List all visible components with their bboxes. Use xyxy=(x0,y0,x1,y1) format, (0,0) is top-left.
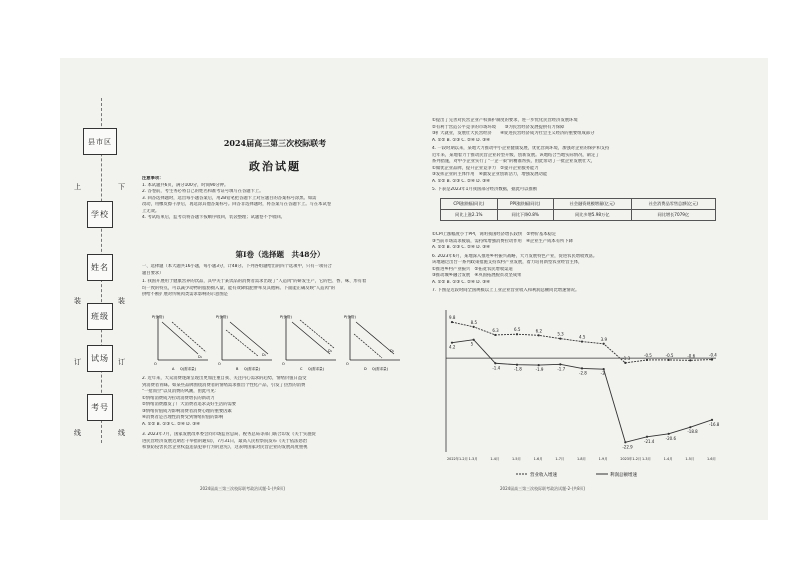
question-text: 近年来，某地着力于推动民营企业转型升级、创新发展。该地结合当地实际情况，制定了 xyxy=(432,152,600,158)
data-point xyxy=(451,321,453,323)
table-cell: 同比增长7079亿 xyxy=(631,210,715,221)
binding-label: 装 xyxy=(118,297,125,305)
data-label: -3 xyxy=(600,371,605,377)
axis-label: P(价格) xyxy=(280,315,292,319)
graph-caption: B xyxy=(236,367,239,371)
curve-label: D₁ xyxy=(262,353,267,357)
question-text: 供给不断扩展对传统肉类需求影响的示意图是 xyxy=(142,292,228,297)
x-tick-label: 1-3月 xyxy=(468,457,478,461)
data-label: -2.8 xyxy=(579,370,587,376)
data-point xyxy=(646,359,648,361)
section-intro: 一、选择题（本大题共16小题，每小题3分，计48分。下列各组题给出的四个选项中，只有一项符合 xyxy=(142,264,332,269)
data-label: 3.9 xyxy=(600,336,608,342)
data-label: 6.3 xyxy=(492,327,499,333)
x-tick-label: 1-5月 xyxy=(512,457,521,461)
data-label: -1.7 xyxy=(557,366,566,372)
data-point xyxy=(624,362,626,364)
question-text: 均一致的特点，可以减少动物的脂肪摄入量，能有效降低肥胖率及其他病。下面能正确反映"人造肉"的 xyxy=(142,285,336,291)
graph-caption: D xyxy=(364,367,367,371)
section-intro: 题目要求） xyxy=(142,270,164,276)
binding-label: 上 xyxy=(74,183,81,191)
question-text: 7. 下图是近段时间全国规模以上工业企业营业收入和利润总额同比增速情况。 xyxy=(432,288,580,293)
question-text: 该地通过出台一系列政策措施支持农村产业发展，着力培育新型农业经营主体， xyxy=(432,260,583,265)
x-tick-label: 1-7月 xyxy=(555,457,565,461)
question-option: ②情绪消费激发了广大消费者追求美好生活的需要 xyxy=(142,402,237,407)
data-point xyxy=(581,340,583,342)
x-tick-label: 2022年1-2月 xyxy=(447,457,468,461)
data-point xyxy=(559,363,561,365)
page-footer-right: 2024届高三第三次校际联考政治试题-2-(共8页) xyxy=(500,486,586,491)
data-point xyxy=(494,362,496,364)
data-point xyxy=(473,339,475,341)
axis-label: Q(需求量) xyxy=(308,367,324,371)
q5-data-table xyxy=(440,198,716,221)
page-footer-left: 2024届高三第三次校际联考政治试题-1-(共8页) xyxy=(200,486,286,491)
data-label: 6.5 xyxy=(514,327,521,333)
question-text: 1. 我国开展用于健康营养的饮品，其中关于某饮品的消费者需求出现了"人造肉"的研发生产，它的色、香、味、形有着 xyxy=(142,279,367,284)
origin-label: O xyxy=(346,362,349,366)
binding-label: 线 xyxy=(118,429,125,437)
data-label: -1.9 xyxy=(535,367,544,373)
legend-label: 利润总额增速 xyxy=(610,473,637,478)
data-point xyxy=(581,367,583,369)
x-tick-label: 1-5月 xyxy=(685,457,695,461)
origin-label: O xyxy=(282,362,285,366)
data-point xyxy=(516,364,518,366)
axis-label: P(价格) xyxy=(152,315,164,319)
data-label: -22.9 xyxy=(622,444,633,450)
answer-choices: A. ①② B. ①③ C. ②④ D. ③④ xyxy=(432,279,490,285)
x-tick-labels xyxy=(447,456,716,461)
data-point xyxy=(494,334,496,336)
data-point xyxy=(646,436,648,438)
name-field: 姓名 xyxy=(87,254,113,281)
chart-marks xyxy=(449,315,720,449)
data-label: -1.8 xyxy=(514,366,522,372)
section-title: 第Ⅰ卷（选择题 共48分） xyxy=(235,250,325,259)
class-field: 班级 xyxy=(87,303,113,330)
question-text: 和预防侵害民营企业权益违法犯罪行为的意见》，这表明国家对民营企业的发展高度重视 xyxy=(142,445,308,450)
data-point xyxy=(538,334,540,336)
answer-choices: A. ①② B. ①③ C. ②④ D. ③④ xyxy=(432,137,490,143)
graph-caption: A xyxy=(172,367,175,371)
legend-label: 营业收入增速 xyxy=(530,473,557,478)
question-text: 3. 2023年7月，国家发展改革委会同市场监管总局、税务总局等部门联合印发《关于实施促 xyxy=(142,432,316,437)
data-point xyxy=(603,343,605,345)
exam-title: 2024届高三第三次校际联考 xyxy=(223,138,327,148)
curve-label: D₂ xyxy=(328,349,333,353)
data-point xyxy=(668,433,670,435)
x-tick-label: 1-4月 xyxy=(490,457,500,461)
x-tick-label: 1-6月 xyxy=(707,457,716,461)
question-text: 5. 下表是2023年1月我国部分经济数据，据此可以推断 xyxy=(432,187,538,192)
data-label: -21.4 xyxy=(644,438,655,444)
binding-label: 下 xyxy=(118,183,125,191)
legend xyxy=(516,471,637,478)
notice-item: 上无效。 xyxy=(142,208,160,214)
question-option: ①做优企业品牌，提升企业竞争力 ②提升企业服务能力 xyxy=(432,165,539,171)
data-label: 4.5 xyxy=(579,334,586,340)
right-column-text-2 xyxy=(432,232,722,295)
data-point xyxy=(668,359,670,361)
q1-graphs xyxy=(150,312,410,372)
exam-room-field: 试场 xyxy=(87,345,113,372)
question-text: 进民营经济发展近期若干举措的通知》，7月31日，最高人民检察院发布《关于依法惩治 xyxy=(142,438,308,444)
binding-label: 订 xyxy=(118,358,125,366)
data-label: -1.4 xyxy=(492,365,501,371)
graph-d xyxy=(350,316,400,360)
right-column-text xyxy=(432,118,722,194)
question-option: ①CPI上涨幅度小于PPI，说明我国经济增长较快 ②物价基本稳定 xyxy=(432,232,557,237)
data-label: 4.2 xyxy=(449,344,456,350)
data-label: 5 xyxy=(470,341,474,347)
data-label: 8.5 xyxy=(470,319,478,325)
question-option: ③情绪价值成为影响消费者消费心理的重要因素 xyxy=(142,408,232,414)
origin-label: O xyxy=(154,362,157,366)
school-field: 学校 xyxy=(87,201,113,228)
question-option: ④消费者是否理性消费受到情绪价值的影响 xyxy=(142,415,224,420)
question-3-block xyxy=(142,432,424,452)
x-tick-label: 1-9月 xyxy=(598,457,608,461)
table-header: PPI涨跌幅(同比) xyxy=(497,199,553,210)
table-cell: 同比上涨2.1% xyxy=(441,210,498,221)
question-text: 4. 一段时期以来，某地大力推动中小企业健康发展，优化营商环境，加强对企业的保护和支持 xyxy=(432,146,610,151)
notice-item: 改动，用橡皮擦干净后，再选涂其他答案标号。回答非选择题时，将答案写在答题卡上。写在本试卷 xyxy=(142,202,332,207)
curve-label: D₁ xyxy=(198,355,203,359)
question-text: 系列措施，对中小企业实行了"一企一策"的精准帮扶，由此带动了一批企业发展壮大， xyxy=(432,159,595,164)
table-header: 社会融资规模增量(亿元) xyxy=(553,199,631,210)
notice-item: 4. 考试结束后，监考员将答题卡按顺序收回，装袋整理；试题卷不予收回。 xyxy=(142,215,285,220)
data-point xyxy=(624,441,626,443)
binding-label: 订 xyxy=(74,358,81,366)
axis-label: P(价格) xyxy=(344,315,356,319)
binding-strip xyxy=(70,98,128,443)
table-header: 社会消费品零售总额(亿元) xyxy=(631,199,715,210)
data-label: -0.5 xyxy=(665,352,674,358)
question-text: 到消费者青睐。如某些品牌围绕消费者的情绪需求推出个性化产品，引发了热烈的消费 xyxy=(142,382,306,388)
question-2-block xyxy=(142,376,424,428)
x-tick-label: 1-8月 xyxy=(577,457,586,461)
data-label: -0.5 xyxy=(644,352,652,358)
data-point xyxy=(603,368,605,370)
data-label: -18.8 xyxy=(687,429,698,435)
answer-choices: A. ①② B. ①③ C. ②④ D. ③④ xyxy=(432,245,490,250)
axis-label: Q(需求量) xyxy=(180,367,196,371)
data-label: -1.3 xyxy=(622,355,631,361)
graph-c xyxy=(286,316,336,360)
question-option: ③推动城乡融合发展 ④巩固拓展脱贫攻坚成果 xyxy=(432,273,522,278)
notice-item: 2. 答卷前，考生务必将自己的姓名和准考证号填写在答题卡上。 xyxy=(142,189,264,194)
notice-item: 3. 回答选择题时，选出每小题答案后，用2B铅笔把答题卡上对应题目的答案标号涂黑。如需 xyxy=(142,195,317,201)
graph-a xyxy=(158,316,208,360)
x-tick-label: 2023年1-2月 xyxy=(620,457,642,461)
curve-label: D₂ xyxy=(390,349,395,353)
data-point xyxy=(689,426,691,428)
binding-label: 装 xyxy=(74,297,81,305)
axis-label: P(价格) xyxy=(216,315,228,319)
x-tick-label: 1-6月 xyxy=(533,457,543,461)
graph-caption: C xyxy=(300,367,303,371)
notice-item: 1. 本试题共6页，满分100分，时间90分钟。 xyxy=(142,182,229,188)
question-option: ③发挥企业的主体作用 ④激发企业创新活力，增强发展动能 xyxy=(432,172,548,177)
question-option: ②有利于营造公平竞争的市场环境 ③为民营经济发展提供有力保障 xyxy=(432,124,565,130)
question-text: 6. 2023年6月，某地深入推进乡村振兴战略，大力发展特色产业，促进农民增收致富。 xyxy=(432,253,598,259)
data-label: -16.8 xyxy=(709,421,720,427)
axis-label: Q(需求量) xyxy=(372,367,388,371)
data-label: 5.3 xyxy=(557,331,564,337)
data-point xyxy=(711,358,713,360)
question-text: 2. 近年来，大众消费逐渐呈现出更加注重自我、关注内心需求的趋势，情绪价值日益受 xyxy=(142,376,307,381)
q7-line-chart xyxy=(436,302,724,482)
table-cell: 同比多增5.98万亿 xyxy=(553,210,631,221)
notice-heading: 注意事项： xyxy=(142,176,164,181)
table-cell: 同比下降0.8% xyxy=(497,210,553,221)
binding-label: 线 xyxy=(74,429,81,437)
answer-choices: A. ①② B. ①③ C. ②④ D. ③④ xyxy=(432,178,490,184)
x-tick-label: 1-3月 xyxy=(642,457,651,461)
subject-title: 政治试题 xyxy=(249,160,301,173)
data-point xyxy=(473,326,475,328)
data-label: 6.2 xyxy=(535,328,543,334)
question-option: ③当前市场需求疲弱，需持续增强消费拉动作用 ④企业生产成本有所下降 xyxy=(432,238,573,244)
x-tick-label: 1-4月 xyxy=(663,457,673,461)
origin-label: O xyxy=(218,362,221,366)
question-option: ①提出了完善对民营企业产权保护制度的要求，进一步优化民营经济发展环境 xyxy=(432,118,578,123)
data-point xyxy=(451,342,453,344)
answer-choices: A. ①② B. ①③ C. ②④ D. ③④ xyxy=(142,421,200,427)
question-1-block xyxy=(142,264,424,299)
notice-block xyxy=(142,176,424,222)
data-label: -20.6 xyxy=(665,435,677,441)
data-point xyxy=(559,338,561,340)
question-option: ①情绪消费成为拉动消费增长的新动力 xyxy=(142,395,215,401)
data-point xyxy=(538,364,540,366)
axis-label: Q(需求量) xyxy=(244,367,260,371)
data-label: -0.4 xyxy=(709,352,717,358)
exam-number-field: 考号 xyxy=(87,394,113,421)
data-point xyxy=(711,419,713,421)
data-point xyxy=(689,359,691,361)
question-option: ③扩大就业，发展壮大民营经济 ④促进民营经济成为社会主义经济的重要组成部分 xyxy=(432,131,595,136)
data-point xyxy=(516,333,518,335)
data-label: -0.6 xyxy=(687,353,696,359)
question-text: "一抢而空"以及消费的风潮，由此可见： xyxy=(142,389,219,394)
county-field: 县市区 xyxy=(83,128,117,155)
table-header: CPI涨跌幅(同比) xyxy=(441,199,498,210)
data-label: 9.8 xyxy=(449,315,456,321)
question-option: ①推进乡村产业振兴 ②拓宽农民增收渠道 xyxy=(432,266,513,272)
